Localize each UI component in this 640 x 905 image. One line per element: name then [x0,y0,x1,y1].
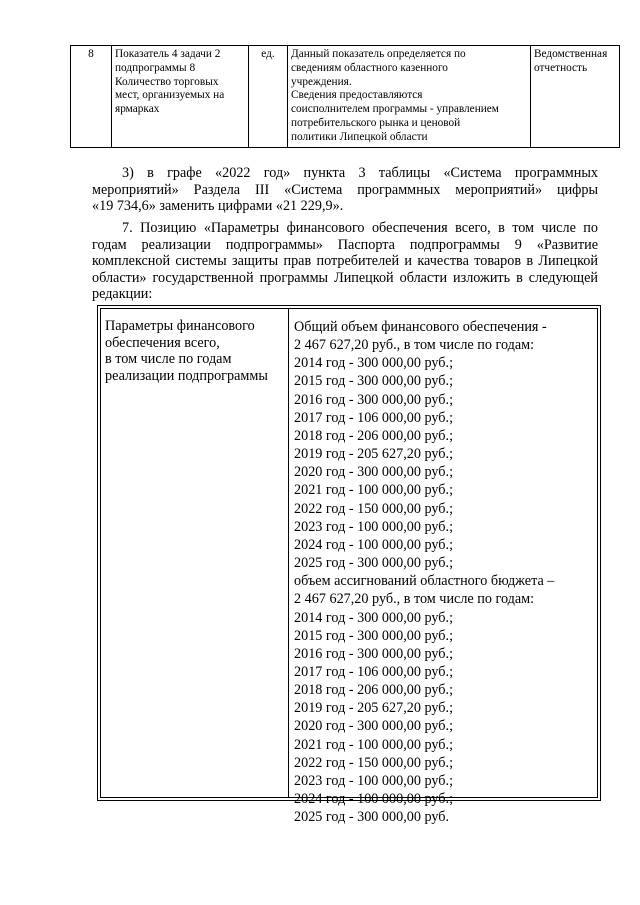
value-line: 2023 год - 100 000,00 руб.; [294,518,454,535]
indicator-table [70,45,620,148]
method-line: учреждения. [291,75,352,88]
value-line: 2018 год - 206 000,00 руб.; [294,427,454,444]
value-line: 2017 год - 106 000,00 руб.; [294,663,454,680]
method-line: соисполнителем программы - управлением [291,103,499,116]
value-line: 2022 год - 150 000,00 руб.; [294,500,454,517]
source-line: Ведомственная [534,48,608,60]
value-line: 2 467 627,20 руб., в том числе по годам: [294,337,535,354]
financing-values-cell [294,318,599,826]
value-line: 2019 год - 205 627,20 руб.; [294,446,454,463]
paragraph-line: 7. Позицию «Параметры финансового обеспечения всего, в том числе по [122,220,598,236]
row-number-cell [71,46,112,148]
value-line: 2023 год - 100 000,00 руб.; [294,772,454,789]
value-line: 2014 год - 300 000,00 руб.; [294,355,454,372]
paragraph-item-7 [92,220,598,303]
label-line: обеспечения всего, [105,334,220,351]
source-cell [531,46,620,148]
value-line: 2015 год - 300 000,00 руб.; [294,373,454,390]
paragraph-line: области» государственной программы Липецкой области изложить в следующей [92,269,598,286]
financing-label-cell [105,318,285,384]
value-line: 2021 год - 100 000,00 руб.; [294,482,454,499]
method-cell [288,46,531,148]
value-line: 2025 год - 300 000,00 руб. [294,809,450,826]
value-line: 2016 год - 300 000,00 руб.; [294,645,454,662]
value-line: 2021 год - 100 000,00 руб.; [294,736,454,753]
method-line: сведениям областного казенного [291,61,448,74]
value-line: 2017 год - 106 000,00 руб.; [294,409,454,426]
value-line: 2020 год - 300 000,00 руб.; [294,718,454,735]
value-line: 2024 год - 100 000,00 руб.; [294,791,454,808]
value-line: объем ассигнований областного бюджета – [294,573,555,590]
column-divider [288,309,289,797]
indicator-line: мест, организуемых на [115,89,225,102]
paragraph-line: редакции: [92,286,153,303]
value-line: 2014 год - 300 000,00 руб.; [294,609,454,626]
financing-table [97,305,601,826]
paragraph-line: мероприятий» Раздела III «Система программных мероприятий» цифры [92,181,598,198]
paragraph-line: 3) в графе «2022 год» пункта 3 таблицы «Система программных [122,165,598,181]
unit-text: ед. [261,48,275,60]
row-number: 8 [88,48,94,60]
value-line: 2025 год - 300 000,00 руб.; [294,555,454,572]
paragraph-line: годам реализации подпрограммы» Паспорта подпрограммы 9 «Развитие [92,236,598,253]
value-line: 2 467 627,20 руб., в том числе по годам: [294,591,535,608]
value-line: 2022 год - 150 000,00 руб.; [294,754,454,771]
financing-table-inner [100,308,598,826]
source-line: отчетность [534,61,588,74]
paragraph-line: «19 734,6» заменить цифрами «21 229,9». [92,198,344,215]
value-line: 2015 год - 300 000,00 руб.; [294,627,454,644]
method-line: потребительского рынка и ценовой [291,116,461,129]
label-line: реализации подпрограммы [105,367,268,384]
label-line: Параметры финансового [105,318,255,334]
method-line: политики Липецкой области [291,130,428,143]
value-line: 2018 год - 206 000,00 руб.; [294,682,454,699]
indicator-line: подпрограммы 8 [115,61,196,74]
indicator-line: ярмарках [115,103,160,116]
method-line: Данный показатель определяется по [291,48,466,60]
paragraph-item-3 [92,165,598,215]
value-line: 2020 год - 300 000,00 руб.; [294,464,454,481]
indicator-name-cell [112,46,249,148]
unit-cell [249,46,288,148]
value-line: 2024 год - 100 000,00 руб.; [294,536,454,553]
indicator-line: Количество торговых [115,75,219,88]
label-line: в том числе по годам [105,351,232,368]
method-line: Сведения предоставляются [291,89,423,102]
table-row [71,46,620,148]
value-line: 2019 год - 205 627,20 руб.; [294,700,454,717]
value-line: Общий объем финансового обеспечения - [294,319,547,335]
value-line: 2016 год - 300 000,00 руб.; [294,391,454,408]
paragraph-line: комплексной системы защиты прав потребителей и качества товаров в Липецкой [92,253,598,270]
indicator-line: Показатель 4 задачи 2 [115,48,221,60]
